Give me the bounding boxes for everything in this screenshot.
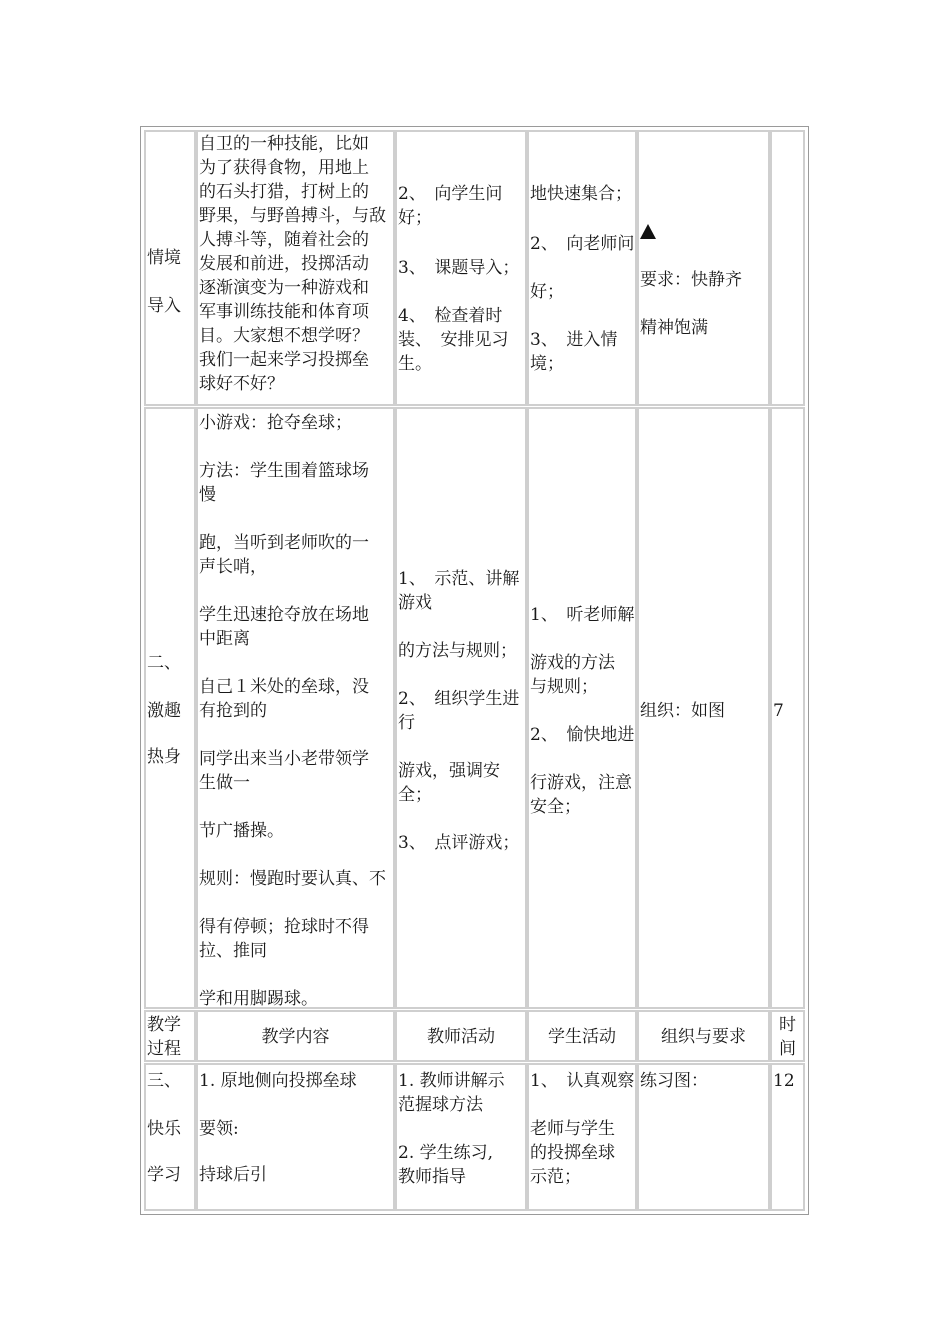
- header-label: 时: [779, 1015, 796, 1035]
- student-line: 2、 愉快地进: [530, 725, 635, 745]
- content-line: 得有停顿；抢球时不得: [199, 917, 369, 937]
- student-line: 行游戏，注意: [530, 773, 632, 793]
- teacher-line: 行: [398, 713, 415, 733]
- content-line: 拉、推同: [199, 941, 267, 961]
- org-line: 组织：如图: [640, 701, 725, 721]
- row1-student-cell: [527, 130, 637, 406]
- stage-label: 二、: [147, 653, 181, 673]
- student-line: 3、 进入情: [530, 330, 618, 350]
- teacher-line: 生。: [398, 354, 432, 374]
- student-line: 老师与学生: [530, 1119, 615, 1139]
- content-line: 要领:: [199, 1119, 239, 1139]
- student-line: 1、 听老师解: [530, 605, 635, 625]
- time-value: 7: [773, 701, 784, 721]
- teacher-line: 3、 点评游戏；: [398, 833, 520, 853]
- header-cell-student: [527, 1010, 637, 1062]
- stage-label: 快乐: [147, 1119, 181, 1139]
- row3-content-cell: [196, 1063, 395, 1211]
- org-line: 要求：快静齐: [640, 270, 742, 290]
- row2-teacher-cell: [395, 407, 527, 1009]
- header-label: 间: [779, 1039, 796, 1059]
- header-cell-content: [196, 1010, 395, 1062]
- row3-time-cell: [770, 1063, 805, 1211]
- content-line: 自己１米处的垒球，没: [199, 677, 369, 697]
- teacher-line: 范握球方法: [398, 1095, 483, 1115]
- row1-time-cell: [770, 130, 805, 406]
- student-line: 游戏的方法: [530, 653, 615, 673]
- time-value: 12: [773, 1071, 795, 1091]
- row3-org-cell: [637, 1063, 770, 1211]
- header-cell-org: [637, 1010, 770, 1062]
- teacher-line: 游戏: [398, 593, 432, 613]
- teacher-line: 2. 学生练习,: [398, 1143, 494, 1163]
- teacher-line: 2、 组织学生进: [398, 689, 520, 709]
- row1-stage-cell: [144, 130, 196, 406]
- content-line: 发展和前进，投掷活动: [199, 254, 369, 274]
- content-line: 军事训练技能和体育项: [199, 302, 369, 322]
- content-line: 生做一: [199, 773, 250, 793]
- content-line: 声长哨，: [199, 557, 267, 577]
- row1-teacher-cell: [395, 130, 527, 406]
- header-cell-process: [144, 1010, 196, 1062]
- content-line: 学和用脚踢球。: [199, 989, 318, 1009]
- header-label: 教师活动: [427, 1027, 495, 1047]
- stage-label: 情境: [147, 248, 181, 268]
- row3-teacher-cell: [395, 1063, 527, 1211]
- header-label: 教学: [147, 1015, 181, 1035]
- teacher-line: 2、 向学生问: [398, 184, 503, 204]
- teacher-line: 1、 示范、讲解: [398, 569, 520, 589]
- org-line: 练习图：: [640, 1071, 708, 1091]
- lesson-plan-table: [140, 126, 809, 1215]
- row3-stage-cell: [144, 1063, 196, 1211]
- content-line: 目。大家想不想学呀？: [199, 326, 369, 346]
- header-cell-teacher: [395, 1010, 527, 1062]
- content-line: 自卫的一种技能，比如: [199, 134, 369, 154]
- content-line: 小游戏：抢夺垒球；: [199, 413, 352, 433]
- teacher-line: 的方法与规则；: [398, 641, 517, 661]
- teacher-line: 1. 教师讲解示: [398, 1071, 505, 1091]
- row2-stage-cell: [144, 407, 196, 1009]
- student-line: 境；: [530, 354, 564, 374]
- student-line: 的投掷垒球: [530, 1143, 615, 1163]
- student-line: 2、 向老师问: [530, 234, 635, 254]
- content-line: 同学出来当小老带领学: [199, 749, 369, 769]
- content-line: 野果，与野兽搏斗，与敌: [199, 206, 386, 226]
- student-line: 1、 认真观察: [530, 1071, 635, 1091]
- content-line: 跑，当听到老师吹的一: [199, 533, 369, 553]
- content-line: 中距离: [199, 629, 250, 649]
- stage-label: 学习: [147, 1165, 181, 1185]
- header-label: 组织与要求: [661, 1027, 746, 1047]
- content-line: 有抢到的: [199, 701, 267, 721]
- content-line: 人搏斗等，随着社会的: [199, 230, 369, 250]
- triangle-icon: [640, 224, 656, 239]
- row3-student-cell: [527, 1063, 637, 1211]
- content-line: 我们一起来学习投掷垒: [199, 350, 369, 370]
- content-line: 规则：慢跑时要认真、不: [199, 869, 386, 889]
- content-line: 学生迅速抢夺放在场地: [199, 605, 369, 625]
- row2-org-cell: [637, 407, 770, 1009]
- student-line: 好；: [530, 282, 564, 302]
- row1-content-cell: [196, 130, 395, 406]
- row2-content-cell: [196, 407, 395, 1009]
- row2-student-cell: [527, 407, 637, 1009]
- teacher-line: 3、 课题导入；: [398, 258, 520, 278]
- header-cell-time: [770, 1010, 805, 1062]
- header-label: 学生活动: [548, 1027, 616, 1047]
- row1-org-cell: [637, 130, 770, 406]
- teacher-line: 教师指导: [398, 1167, 466, 1187]
- student-line: 示范；: [530, 1167, 581, 1187]
- content-line: 的石头打猎，打树上的: [199, 182, 369, 202]
- teacher-line: 游戏，强调安: [398, 761, 500, 781]
- student-line: 与规则；: [530, 677, 598, 697]
- content-line: 方法：学生围着篮球场: [199, 461, 369, 481]
- content-line: 持球后引: [199, 1165, 267, 1185]
- teacher-line: 好；: [398, 208, 432, 228]
- content-line: 球好不好？: [199, 374, 284, 394]
- content-line: 逐渐演变为一种游戏和: [199, 278, 369, 298]
- content-line: 节广播操。: [199, 821, 284, 841]
- stage-label: 三、: [147, 1071, 181, 1091]
- header-label: 教学内容: [261, 1027, 330, 1047]
- content-line: 1. 原地侧向投掷垒球: [199, 1071, 357, 1091]
- stage-label: 激趣: [147, 701, 181, 721]
- teacher-line: 4、 检查着时: [398, 306, 503, 326]
- stage-label: 热身: [147, 747, 181, 767]
- org-line: 精神饱满: [640, 318, 708, 338]
- header-label: 过程: [147, 1039, 181, 1059]
- student-line: 安全；: [530, 797, 581, 817]
- teacher-line: 装、 安排见习: [398, 330, 509, 350]
- student-line: 地快速集合；: [530, 184, 632, 204]
- content-line: 慢: [199, 485, 216, 505]
- stage-label: 导入: [147, 296, 181, 316]
- content-line: 为了获得食物，用地上: [199, 158, 369, 178]
- row2-time-cell: [770, 407, 805, 1009]
- teacher-line: 全；: [398, 785, 432, 805]
